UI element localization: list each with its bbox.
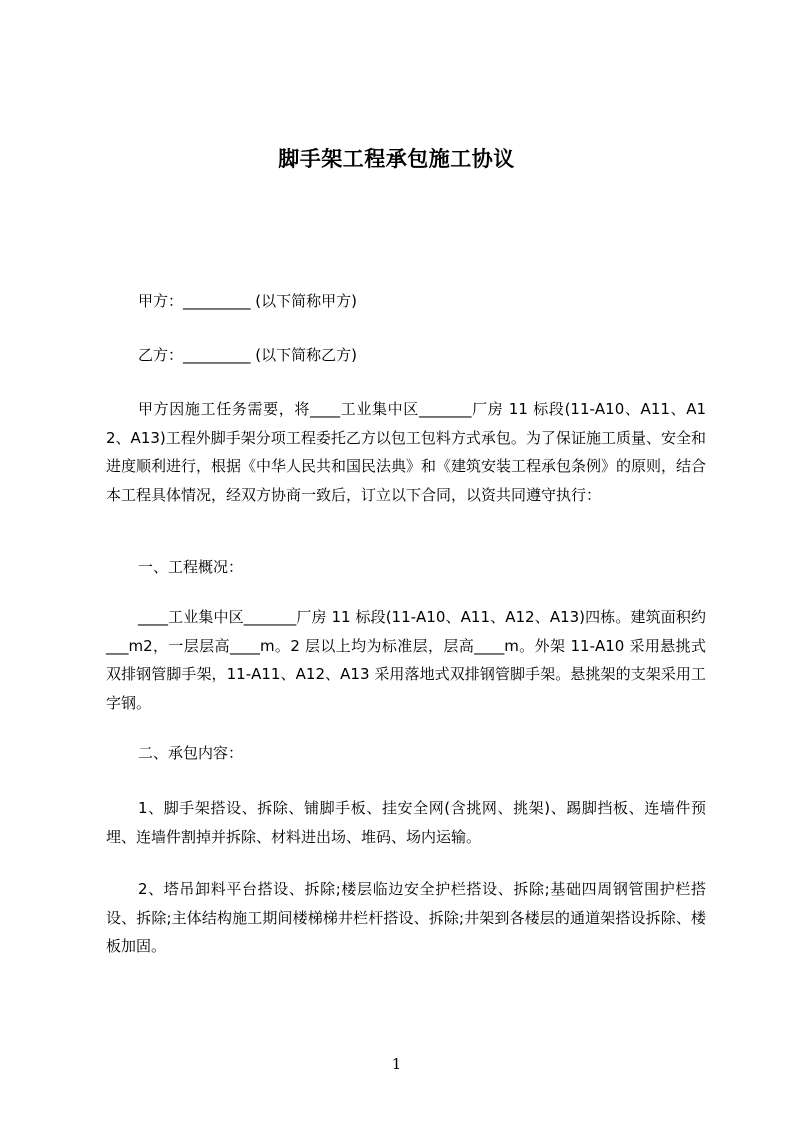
- section-1-heading: 一、工程概况：: [138, 558, 244, 576]
- document-title: 脚手架工程承包施工协议: [278, 147, 515, 171]
- section-1-body: ____工业集中区_______厂房 11 标段(11-A10、A11、A12、A13)四栋。建筑面积约___m2，一层层高____m。2 层以上均为标准层，层高____m。外架 11-A10 采用悬挑式双排钢管脚手架，11-A11、A12、A13 采用落地式双排钢管脚手架。悬挑架的支架采用工字钢。: [106, 608, 706, 712]
- section-2-item-1: 1、脚手架搭设、拆除、铺脚手板、挂安全网(含挑网、挑架)、踢脚挡板、连墙件预埋、连墙件割掉并拆除、材料进出场、堆码、场内运输。: [106, 799, 706, 846]
- party-b-line: 乙方：_________ (以下简称乙方): [138, 346, 357, 364]
- section-2-heading: 二、承包内容：: [138, 744, 244, 762]
- page-number: 1: [391, 1055, 402, 1073]
- intro-paragraph: 甲方因施工任务需要，将____工业集中区_______厂房 11 标段(11-A10、A11、A12、A13)工程外脚手架分项工程委托乙方以包工包料方式承包。为了保证施工质量、安全和进度顺利进行，根据《中华人民共和国民法典》和《建筑安装工程承包条例》的原则，结合本工程具体情况，经双方协商一致后，订立以下合同，以资共同遵守执行：: [106, 400, 707, 504]
- section-2-item-2: 2、塔吊卸料平台搭设、拆除;楼层临边安全护栏搭设、拆除;基础四周钢管围护栏搭设、拆除;主体结构施工期间楼梯梯井栏杆搭设、拆除;井架到各楼层的通道架搭设拆除、楼板加固。: [106, 880, 706, 956]
- party-a-line: 甲方：_________ (以下简称甲方): [138, 292, 357, 310]
